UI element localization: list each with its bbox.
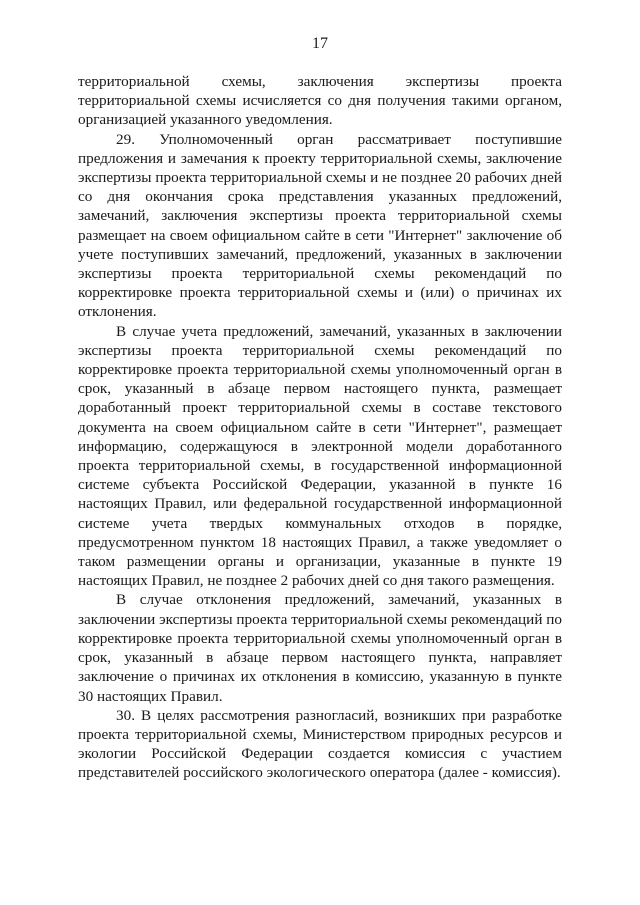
paragraph-item-29: 29. Уполномоченный орган рассматривает поступившие предложения и замечания к проекту территориальной схемы, заключение экспертизы проекта территориальной схемы и не позднее 20 рабочих дней со дня окончания срока представления указанных предложений, замечаний, заключения экспертизы проекта территориальной схемы размещает на своем официальном сайте в сети "Интернет" заключение об учете поступивших замечаний, предложений, указанных в заключении экспертизы проекта территориальной схемы рекомендаций по корректировке проекта территориальной схемы и (или) о причинах их отклонения. bbox=[78, 130, 562, 321]
document-body bbox=[78, 72, 562, 783]
paragraph-item-29-reject: В случае отклонения предложений, замечаний, указанных в заключении экспертизы проекта территориальной схемы рекомендаций по корректировке проекта территориальной схемы уполномоченный орган в срок, указанный в абзаце первом настоящего пункта, направляет заключение о причинах их отклонения в комиссию, указанную в пункте 30 настоящих Правил. bbox=[78, 591, 562, 705]
page-number: 17 bbox=[312, 35, 328, 52]
paragraph-continuation: территориальной схемы, заключения экспертизы проекта территориальной схемы исчисляется со дня получения такими органом, организацией указанного уведомления. bbox=[78, 73, 562, 129]
paragraph-item-29-accept: В случае учета предложений, замечаний, указанных в заключении экспертизы проекта территориальной схемы рекомендаций по корректировке проекта территориальной схемы уполномоченный орган в срок, указанный в абзаце первом настоящего пункта, размещает доработанный проект территориальной схемы в составе текстового документа на своем официальном сайте в сети "Интернет", размещает информацию, содержащуюся в электронной модели доработанного проекта территориальной схемы, в государственной информационной системе субъекта Российской Федерации, указанной в пункте 16 настоящих Правил, или федеральной государственной информационной системе учета твердых коммунальных отходов в порядке, предусмотренном пунктом 18 настоящих Правил, а также уведомляет о таком размещении органы и организации, указанные в пункте 19 настоящих Правил, не позднее 2 рабочих дней со дня такого размещения. bbox=[78, 322, 562, 590]
paragraph-item-30: 30. В целях рассмотрения разногласий, возникших при разработке проекта территориальной схемы, Министерством природных ресурсов и экологии Российской Федерации создается комиссия с участием представителей российского экологического оператора (далее - комиссия). bbox=[78, 706, 562, 782]
